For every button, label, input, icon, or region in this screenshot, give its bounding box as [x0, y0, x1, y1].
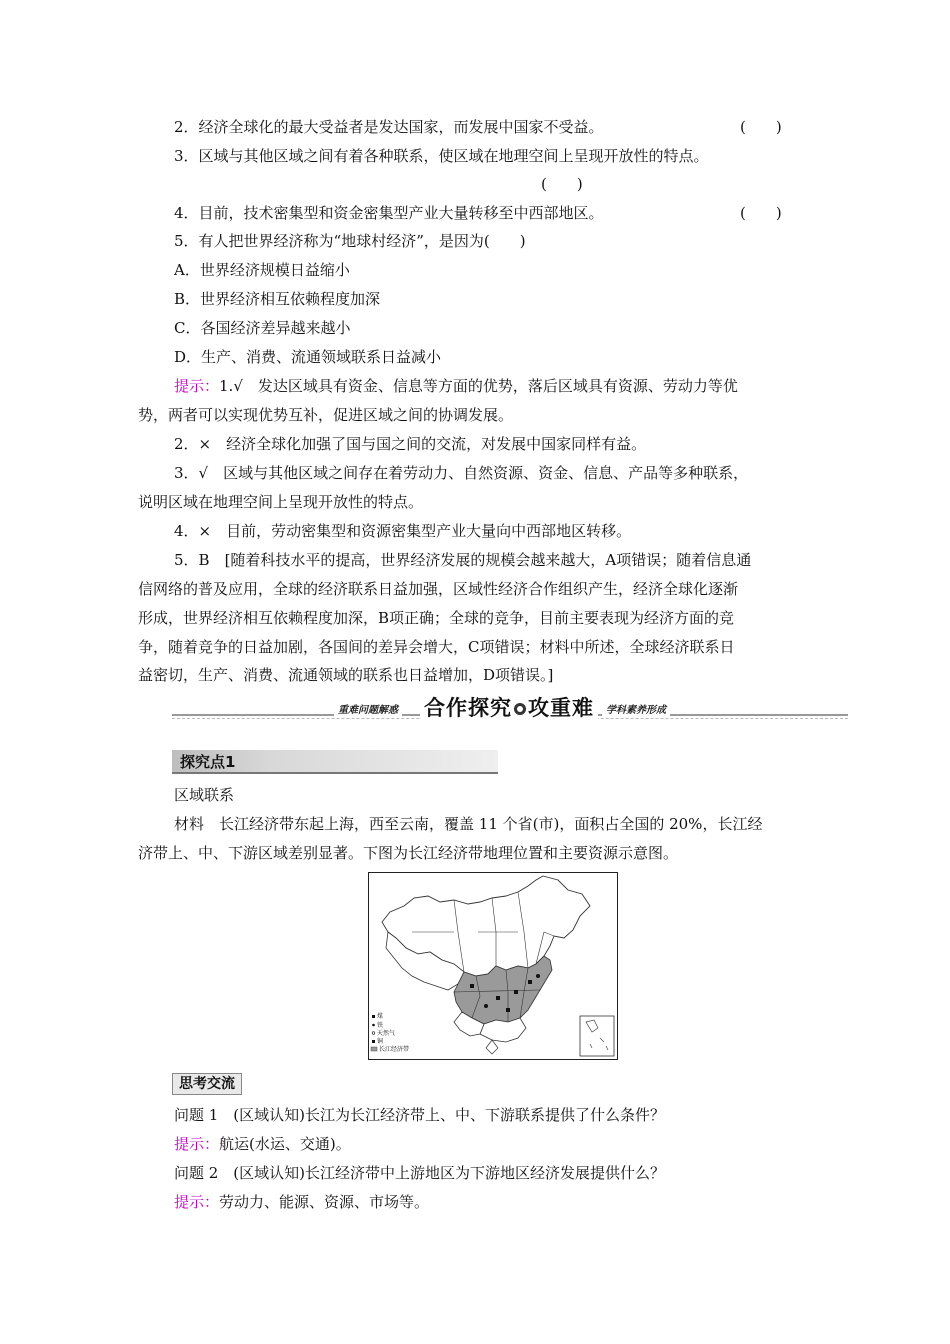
- answer-1-line-2: 势，两者可以实现优势互补，促进区域之间的协调发展。: [138, 406, 514, 424]
- answer-3-line-1: 3．√ 区域与其他区域之间存在着劳动力、自然资源、资金、信息、产品等多种联系，: [174, 464, 749, 482]
- hint-label: 提示：: [174, 1193, 220, 1211]
- hint-label: 提示：: [174, 1135, 220, 1153]
- think-exchange-tag: 思考交流: [172, 1073, 242, 1095]
- section-banner: [172, 692, 848, 726]
- answer-4: 4．× 目前，劳动密集型和资源密集型产业大量向中西部地区转移。: [174, 522, 632, 540]
- legend-coal: 煤: [377, 1013, 384, 1020]
- hint-label: 提示：: [174, 377, 220, 395]
- explore-point-tag: [172, 750, 498, 774]
- think-question-2: 问题 2 (区域认知)长江经济带中上游地区为下游地区经济发展提供什么？: [174, 1164, 666, 1182]
- banner-main-a: 合作探究: [424, 696, 512, 720]
- answer-5-line-5: 益密切，生产、消费、流通领域的联系也日益增加，D项错误。]: [138, 666, 554, 684]
- think-question-1: 问题 1 (区域认知)长江为长江经济带上、中、下游联系提供了什么条件？: [174, 1106, 666, 1124]
- question-5: 5．有人把世界经济称为“地球村经济”，是因为( ): [174, 232, 526, 250]
- question-2: 2．经济全球化的最大受益者是发达国家，而发展中国家不受益。: [174, 118, 604, 136]
- think-answer-2-text: 劳动力、能源、资源、市场等。: [219, 1193, 430, 1211]
- answer-5-line-2: 信网络的普及应用，全球的经济联系日益加强，区域性经济合作组织产生，经济全球化逐渐: [138, 580, 739, 598]
- answer-5-line-3: 形成，世界经济相互依赖程度加深，B项正确；全球的竞争，目前主要表现为经济方面的竞: [138, 609, 735, 627]
- answer-2: 2．× 经济全球化加强了国与国之间的交流，对发展中国家同样有益。: [174, 435, 647, 453]
- option-b: B．世界经济相互依赖程度加深: [174, 290, 381, 308]
- china-map-svg: [368, 872, 618, 1060]
- answer-blank-3: ( ): [541, 175, 583, 193]
- legend-yangtze-belt: 长江经济带: [379, 1046, 410, 1053]
- answer-1-text: 1.√ 发达区域具有资金、信息等方面的优势，落后区域具有资源、劳动力等优: [219, 377, 738, 395]
- explore-point-label: 探究点1: [180, 753, 236, 771]
- banner-left-text: 重难问题解惑: [334, 701, 402, 716]
- answer-3-line-2: 说明区域在地理空间上呈现开放性的特点。: [138, 493, 424, 511]
- answer-blank-2: ( ): [740, 118, 782, 136]
- option-d: D．生产、消费、流通领域联系日益减小: [174, 348, 442, 366]
- legend-natural-gas: 天然气: [377, 1030, 396, 1037]
- banner-main-b: 攻重难: [528, 696, 594, 720]
- answer-blank-4: ( ): [740, 204, 782, 222]
- think-answer-2: [174, 1192, 429, 1212]
- legend-copper: 铜: [377, 1038, 384, 1045]
- answer-5-line-1: 5．B [随着科技水平的提高，世界经济发展的规模会越来越大，A项错误；随着信息通: [174, 551, 752, 569]
- yangtze-economic-belt-map: [368, 872, 618, 1060]
- question-3: 3．区域与其他区域之间有着各种联系，使区域在地理空间上呈现开放性的特点。: [174, 147, 709, 165]
- think-answer-1: [174, 1134, 351, 1154]
- legend-iron: 铁: [377, 1022, 384, 1029]
- answer-5-line-4: 争，随着竞争的日益加剧，各国间的差异会增大，C项错误；材料中所述，全球经济联系日: [138, 638, 735, 656]
- think-answer-1-text: 航运(水运、交通)。: [219, 1135, 351, 1153]
- material-line-1: 材料 长江经济带东起上海，西至云南，覆盖 11 个省(市)，面积占全国的 20%，长江经: [174, 815, 763, 833]
- banner-main-title: [420, 692, 598, 722]
- option-c: C．各国经济差异越来越小: [174, 319, 351, 337]
- section-title: 区域联系: [174, 786, 235, 804]
- option-a: A．世界经济规模日益缩小: [174, 261, 350, 279]
- material-line-2: 济带上、中、下游区域差别显著。下图为长江经济带地理位置和主要资源示意图。: [138, 844, 679, 862]
- question-4: 4．目前，技术密集型和资金密集型产业大量转移至中西部地区。: [174, 204, 604, 222]
- banner-arrow-icon: [514, 703, 526, 715]
- banner-right-text: 学科素养形成: [602, 701, 670, 716]
- answer-1-line-1: [174, 376, 738, 396]
